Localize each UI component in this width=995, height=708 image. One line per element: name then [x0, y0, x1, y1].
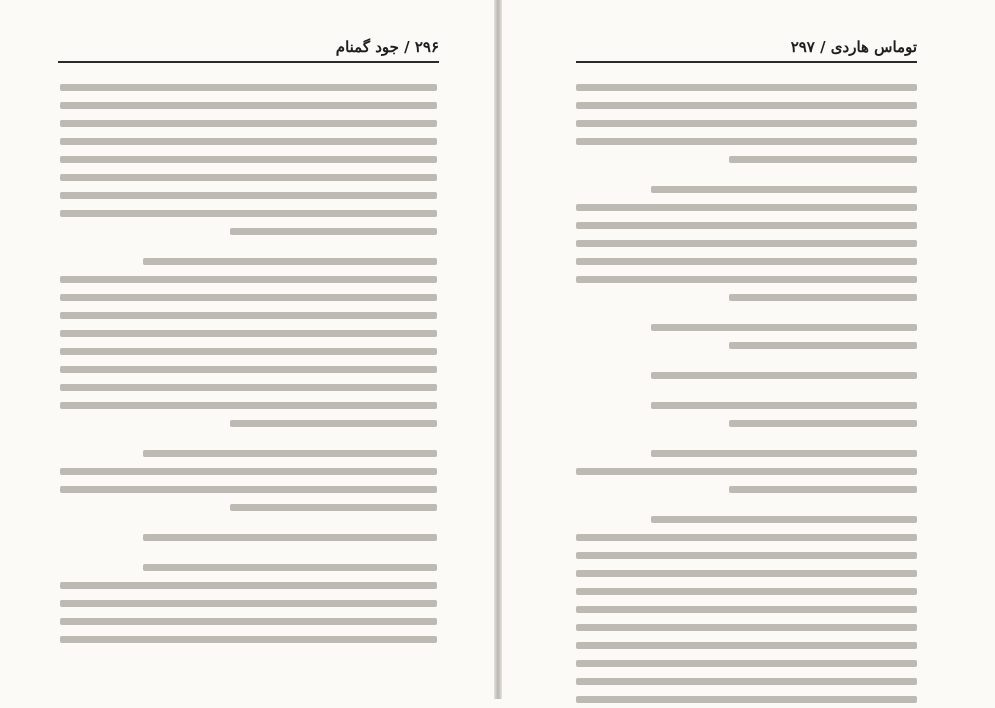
- text-line-placeholder: [60, 600, 437, 607]
- text-line-placeholder: [729, 486, 917, 493]
- text-line-placeholder: [729, 294, 917, 301]
- text-line-placeholder: [729, 156, 917, 163]
- text-line-placeholder: [60, 402, 437, 409]
- text-line-placeholder: [651, 516, 917, 523]
- text-line-placeholder: [576, 588, 917, 595]
- text-line-placeholder: [576, 642, 917, 649]
- text-line-placeholder: [576, 258, 917, 265]
- text-line-placeholder: [60, 192, 437, 199]
- text-line-placeholder: [651, 324, 917, 331]
- paragraph-placeholder: [576, 510, 917, 708]
- paragraph-placeholder: [576, 180, 917, 306]
- paragraph-placeholder: [60, 558, 437, 648]
- text-line-placeholder: [576, 120, 917, 127]
- text-line-placeholder: [60, 636, 437, 643]
- text-line-placeholder: [143, 534, 437, 541]
- text-line-placeholder: [576, 102, 917, 109]
- text-line-placeholder: [576, 606, 917, 613]
- text-line-placeholder: [230, 504, 437, 511]
- text-line-placeholder: [143, 564, 437, 571]
- text-line-placeholder: [60, 312, 437, 319]
- text-line-placeholder: [230, 228, 437, 235]
- text-line-placeholder: [143, 258, 437, 265]
- text-line-placeholder: [576, 660, 917, 667]
- text-line-placeholder: [60, 138, 437, 145]
- text-line-placeholder: [60, 210, 437, 217]
- text-line-placeholder: [60, 174, 437, 181]
- text-line-placeholder: [60, 366, 437, 373]
- text-line-placeholder: [576, 570, 917, 577]
- text-line-placeholder: [576, 552, 917, 559]
- paragraph-placeholder: [60, 444, 437, 516]
- text-line-placeholder: [60, 102, 437, 109]
- text-line-placeholder: [576, 534, 917, 541]
- text-line-placeholder: [576, 222, 917, 229]
- text-line-placeholder: [60, 276, 437, 283]
- text-line-placeholder: [60, 330, 437, 337]
- text-line-placeholder: [576, 276, 917, 283]
- text-line-placeholder: [576, 678, 917, 685]
- paragraph-placeholder: [576, 396, 917, 432]
- text-line-placeholder: [651, 372, 917, 379]
- paragraph-placeholder: [576, 318, 917, 354]
- left-page-body: [60, 78, 437, 675]
- text-line-placeholder: [60, 582, 437, 589]
- text-line-placeholder: [60, 468, 437, 475]
- paragraph-placeholder: [576, 366, 917, 384]
- text-line-placeholder: [651, 186, 917, 193]
- text-line-placeholder: [60, 156, 437, 163]
- right-page: [498, 0, 995, 699]
- text-line-placeholder: [60, 348, 437, 355]
- text-line-placeholder: [576, 204, 917, 211]
- text-line-placeholder: [576, 624, 917, 631]
- text-line-placeholder: [576, 138, 917, 145]
- right-page-body: [576, 78, 917, 675]
- text-line-placeholder: [230, 420, 437, 427]
- text-line-placeholder: [576, 468, 917, 475]
- text-line-placeholder: [60, 384, 437, 391]
- paragraph-placeholder: [576, 444, 917, 498]
- text-line-placeholder: [651, 402, 917, 409]
- left-running-header: ۲۹۶ / جود گمنام: [58, 38, 439, 63]
- paragraph-placeholder: [60, 78, 437, 240]
- text-line-placeholder: [60, 486, 437, 493]
- right-running-header: توماس هاردی / ۲۹۷: [576, 38, 917, 63]
- paragraph-placeholder: [60, 528, 437, 546]
- paragraph-placeholder: [576, 78, 917, 168]
- text-line-placeholder: [576, 84, 917, 91]
- text-line-placeholder: [651, 450, 917, 457]
- text-line-placeholder: [576, 240, 917, 247]
- left-page: [0, 0, 497, 699]
- text-line-placeholder: [576, 696, 917, 703]
- text-line-placeholder: [729, 420, 917, 427]
- text-line-placeholder: [60, 120, 437, 127]
- text-line-placeholder: [143, 450, 437, 457]
- text-line-placeholder: [60, 294, 437, 301]
- text-line-placeholder: [729, 342, 917, 349]
- text-line-placeholder: [60, 618, 437, 625]
- paragraph-placeholder: [60, 252, 437, 432]
- text-line-placeholder: [60, 84, 437, 91]
